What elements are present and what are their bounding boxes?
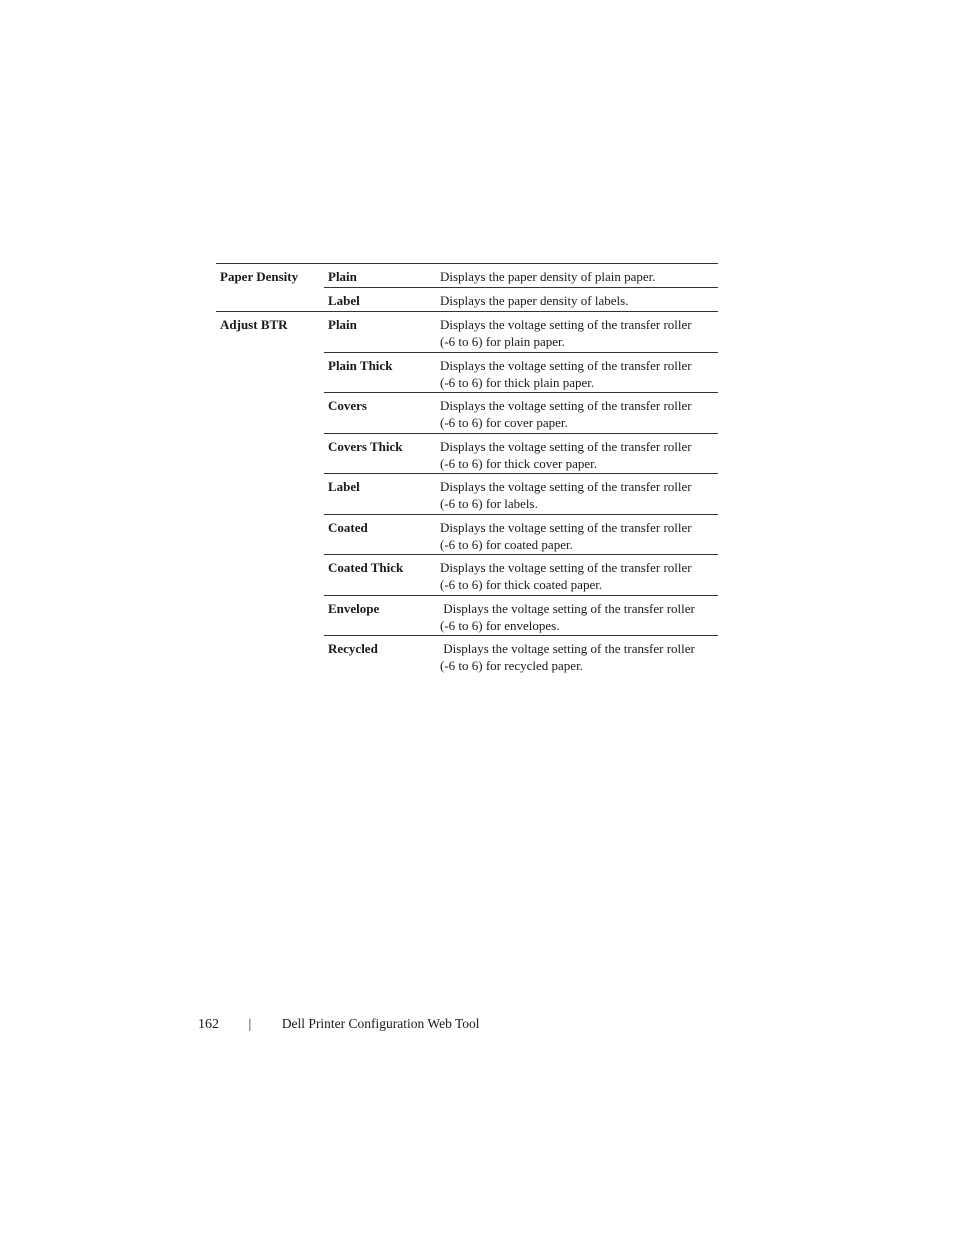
footer-title: Dell Printer Configuration Web Tool xyxy=(281,1016,480,1031)
item-description: Displays the voltage setting of the transfer roller (-6 to 6) for cover paper. xyxy=(440,398,692,430)
item-description: Displays the voltage setting of the transfer roller (-6 to 6) for thick plain paper. xyxy=(440,357,692,390)
table-row xyxy=(324,287,718,311)
item-description: Displays the voltage setting of the transfer roller (-6 to 6) for envelopes. xyxy=(440,600,695,633)
table-row xyxy=(324,352,718,393)
item-label: Plain Thick xyxy=(328,357,393,373)
settings-table xyxy=(216,263,718,676)
item-label: Label xyxy=(328,479,360,494)
item-label: Plain xyxy=(328,269,357,284)
item-description: Displays the voltage setting of the transfer roller (-6 to 6) for labels. xyxy=(440,479,692,511)
item-label: Coated Thick xyxy=(328,560,404,575)
item-label: Covers xyxy=(328,398,367,413)
item-description: Displays the voltage setting of the transfer roller (-6 to 6) for recycled paper. xyxy=(440,641,695,673)
table-row xyxy=(216,263,718,287)
item-description: Displays the voltage setting of the transfer roller (-6 to 6) for plain paper. xyxy=(440,317,692,349)
item-label: Covers Thick xyxy=(328,438,403,454)
table-row xyxy=(324,554,718,595)
item-label: Coated xyxy=(328,519,368,535)
item-description: Displays the voltage setting of the transfer roller (-6 to 6) for thick coated paper. xyxy=(440,560,692,592)
item-description: Displays the voltage setting of the transfer roller (-6 to 6) for coated paper. xyxy=(440,519,692,552)
page-number: 162 xyxy=(198,1017,219,1032)
table-row xyxy=(324,514,718,555)
table-row xyxy=(216,311,718,352)
item-label: Recycled xyxy=(328,641,378,656)
table-row xyxy=(324,433,718,474)
item-description: Displays the voltage setting of the transfer roller (-6 to 6) for thick cover paper. xyxy=(440,438,692,471)
table-row xyxy=(324,392,718,433)
footer-separator: | xyxy=(248,1017,252,1032)
table-row xyxy=(324,595,718,636)
group-label: Paper Density xyxy=(220,269,299,284)
table-row xyxy=(324,635,718,676)
item-description: Displays the paper density of plain paper. xyxy=(440,269,656,284)
table-row xyxy=(324,473,718,514)
item-label: Envelope xyxy=(328,600,380,616)
page-footer xyxy=(198,1015,480,1034)
group-paper-density xyxy=(216,263,718,311)
group-label: Adjust BTR xyxy=(220,317,288,332)
item-label: Plain xyxy=(328,317,357,332)
item-label: Label xyxy=(328,293,360,308)
group-adjust-btr xyxy=(216,311,718,676)
item-description: Displays the paper density of labels. xyxy=(440,293,629,308)
